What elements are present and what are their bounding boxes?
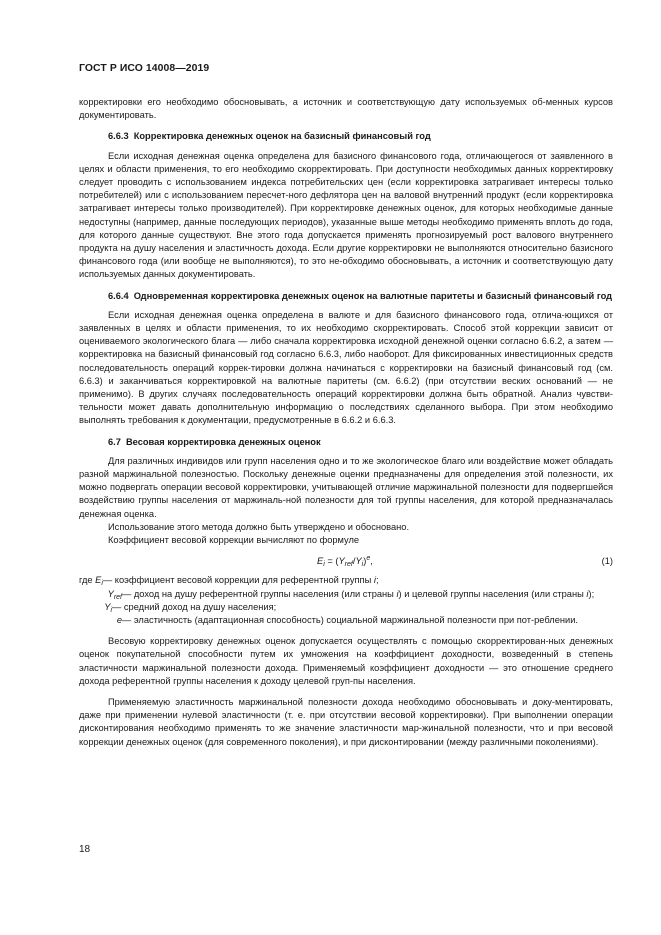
section-6-7-paragraph-2: Использование этого метода должно быть утверждено и обосновано. (108, 521, 410, 532)
formula-sub-i: i (323, 561, 325, 569)
document-header: ГОСТ Р ИСО 14008—2019 (79, 63, 210, 74)
page-number: 18 (79, 844, 91, 855)
formula-symbol-e: E (317, 556, 324, 567)
definition-var: i (396, 588, 399, 599)
formula-1 (79, 555, 613, 568)
section-6-6-3-heading (79, 130, 613, 143)
definition-symbol: Y (104, 601, 111, 612)
definition-text: — эластичность (адаптационная способность) социальной маржинальной полезности при пот-реблении. (122, 614, 578, 625)
section-6-6-4-paragraph: Если исходная денежная оценка определена в валюте и для базисного финансового года, отлича-ющихся от заявленных в целях и области применения, то их необходимо скорректировать. Способ этой коррекции зависит от оцениваемого экологического блага — либо сначала корректировка исходной денежной оценки согласно 6.6.2, а затем — корректировка на базисный финансовый год согласно 6.6.3, либо наоборот. Для фиксированных инвестиционных средств последовательность операций коррек-тировки должна начинаться с корректировки на базисный финансовый год (см. 6.6.3) и заканчиваться корректировкой на валютные паритеты (см. 6.6.2) (при отсутствии веских оснований — не применимо). В других случаях последовательность операций корректировки должна быть обратной. Анализ чувстви-тельности может давать дополнительную информацию о последствиях сделанного выбора. При этом необходимо выполнять требования к документации, предусмотренные в 6.6.2 и 6.6.3. (79, 309, 613, 426)
section-6-6-3-paragraph: Если исходная денежная оценка определена для базисного финансового года, отличающегося от заявленного в целях и области применения, то его необходимо скорректировать. При доступности необходимых данных корректировку следует проводить с использованием индекса потребительских цен (если корректировка затрагивает интересы только потребителей) или с использованием пересчет-ного дефлятора цен на валовой внутренний продукт (если корректировка затрагивает интересы только производителей). При корректировке денежных оценок, для которых необходимые данные недоступны (например, данные последующих периодов), указанные выше методы необходимо применять вплоть до года, для которого данные существуют. Вне этого года допускается применять прогнозируемый рост валового внутреннего продукта на душу населения и эластичность дохода. Если другие корректировки не выполняются относительно базисного финансового года (или вообще не выполняются), то это не-обходимо обосновывать, а источник и соответствующую дату используемых данных документировать. (79, 150, 613, 280)
definition-text: — коэффициент весовой коррекции для референтной группы (102, 575, 374, 586)
formula-sub-i: i (361, 561, 364, 569)
definition-y-i (79, 601, 613, 614)
section-6-7-paragraph-4: Весовую корректировку денежных оценок допускается осуществлять с помощью скорректирован-ных денежных оценок покупательной способности путем их умножения на коэффициент доходности, возведенный в степень эластичности маржинальной полезности дохода. Применяемый коэффициент доходности — это отношение среднего дохода референтной группы населения к доходу целевой груп-пы населения. (79, 636, 613, 686)
definition-y-ref (79, 588, 613, 601)
definition-e (79, 614, 613, 627)
section-number: 6.7 (108, 436, 121, 447)
intro-paragraph: корректировки его необходимо обосновывать, а источник и соответствующую дату используемых об-менных курсов документировать. (79, 97, 613, 121)
definition-text: — доход на душу референтной группы населения (или страны (122, 588, 397, 599)
formula-symbol-y-i: Y (355, 556, 362, 567)
definition-var: i (373, 575, 376, 586)
definition-var: i (586, 588, 589, 599)
formula-expression (317, 555, 373, 568)
formula-sub-ref: ref (344, 561, 353, 569)
formula-slash: / (352, 556, 356, 567)
formula-equals: = ( (324, 556, 339, 567)
section-6-7-paragraph-1: Для различных индивидов или групп населения одно и то же экологическое благо или воздействие может обладать разной маржинальной полезностью. Поскольку денежные оценки предназначены для определения этой полезности, их можно подвергать операции весовой корректировки, учитывающей отличие маржинальной полезности для подвергшейся воздействию группы населения от маржиналь-ной полезности для той группы населения, для которой предназначалась денежная оценка. (79, 455, 613, 519)
definition-symbol: e (116, 614, 122, 625)
section-number: 6.6.3 (108, 131, 129, 142)
formula-symbol-y-ref: Y (338, 556, 345, 567)
formula-exponent-e: e (366, 555, 371, 563)
section-title: Корректировка денежных оценок на базисный финансовый год (133, 131, 431, 142)
definition-symbol: Y (107, 588, 114, 599)
section-title: Одновременная корректировка денежных оценок на валютные паритеты и базисный финансовый год (133, 290, 613, 301)
section-6-7-paragraph-5: Применяемую эластичность маржинальной полезности дохода необходимо обосновывать и доку-ментировать, даже при применении нулевой эластичности (т. е. при отсутствии весовой корректировки). При выполнении операции дисконтирования необходимо применять то же значение эластичности мар-жинальной полезности, что и при весовой коррекции денежных оценок (для современного поколения), и при дисконтировании (между различными поколениями). (79, 696, 613, 747)
definition-subscript: i (101, 580, 103, 588)
definition-symbol: E (95, 575, 102, 586)
definition-end: ; (375, 575, 379, 586)
formula-number: (1) (601, 556, 613, 567)
section-6-7-paragraph-3: Коэффициент весовой коррекции вычисляют по формуле (108, 535, 360, 546)
definition-text: ) и целевой группы населения (или страны (398, 588, 587, 599)
section-title: Весовая корректировка денежных оценок (125, 436, 321, 447)
section-6-6-4-heading (79, 290, 613, 303)
section-6-7-heading (79, 436, 613, 449)
definition-subscript: ref (113, 593, 122, 601)
section-number: 6.6.4 (108, 290, 129, 301)
document-body (79, 96, 613, 749)
formula-close-paren: ) (363, 556, 367, 567)
definition-prefix: где (79, 575, 96, 586)
formula-comma: , (370, 556, 373, 567)
definition-subscript: i (110, 606, 112, 614)
definition-text: — средний доход на душу населения; (112, 601, 277, 612)
definition-end: ); (588, 588, 595, 599)
formula-definitions (79, 574, 613, 627)
definition-e-i (79, 574, 613, 587)
